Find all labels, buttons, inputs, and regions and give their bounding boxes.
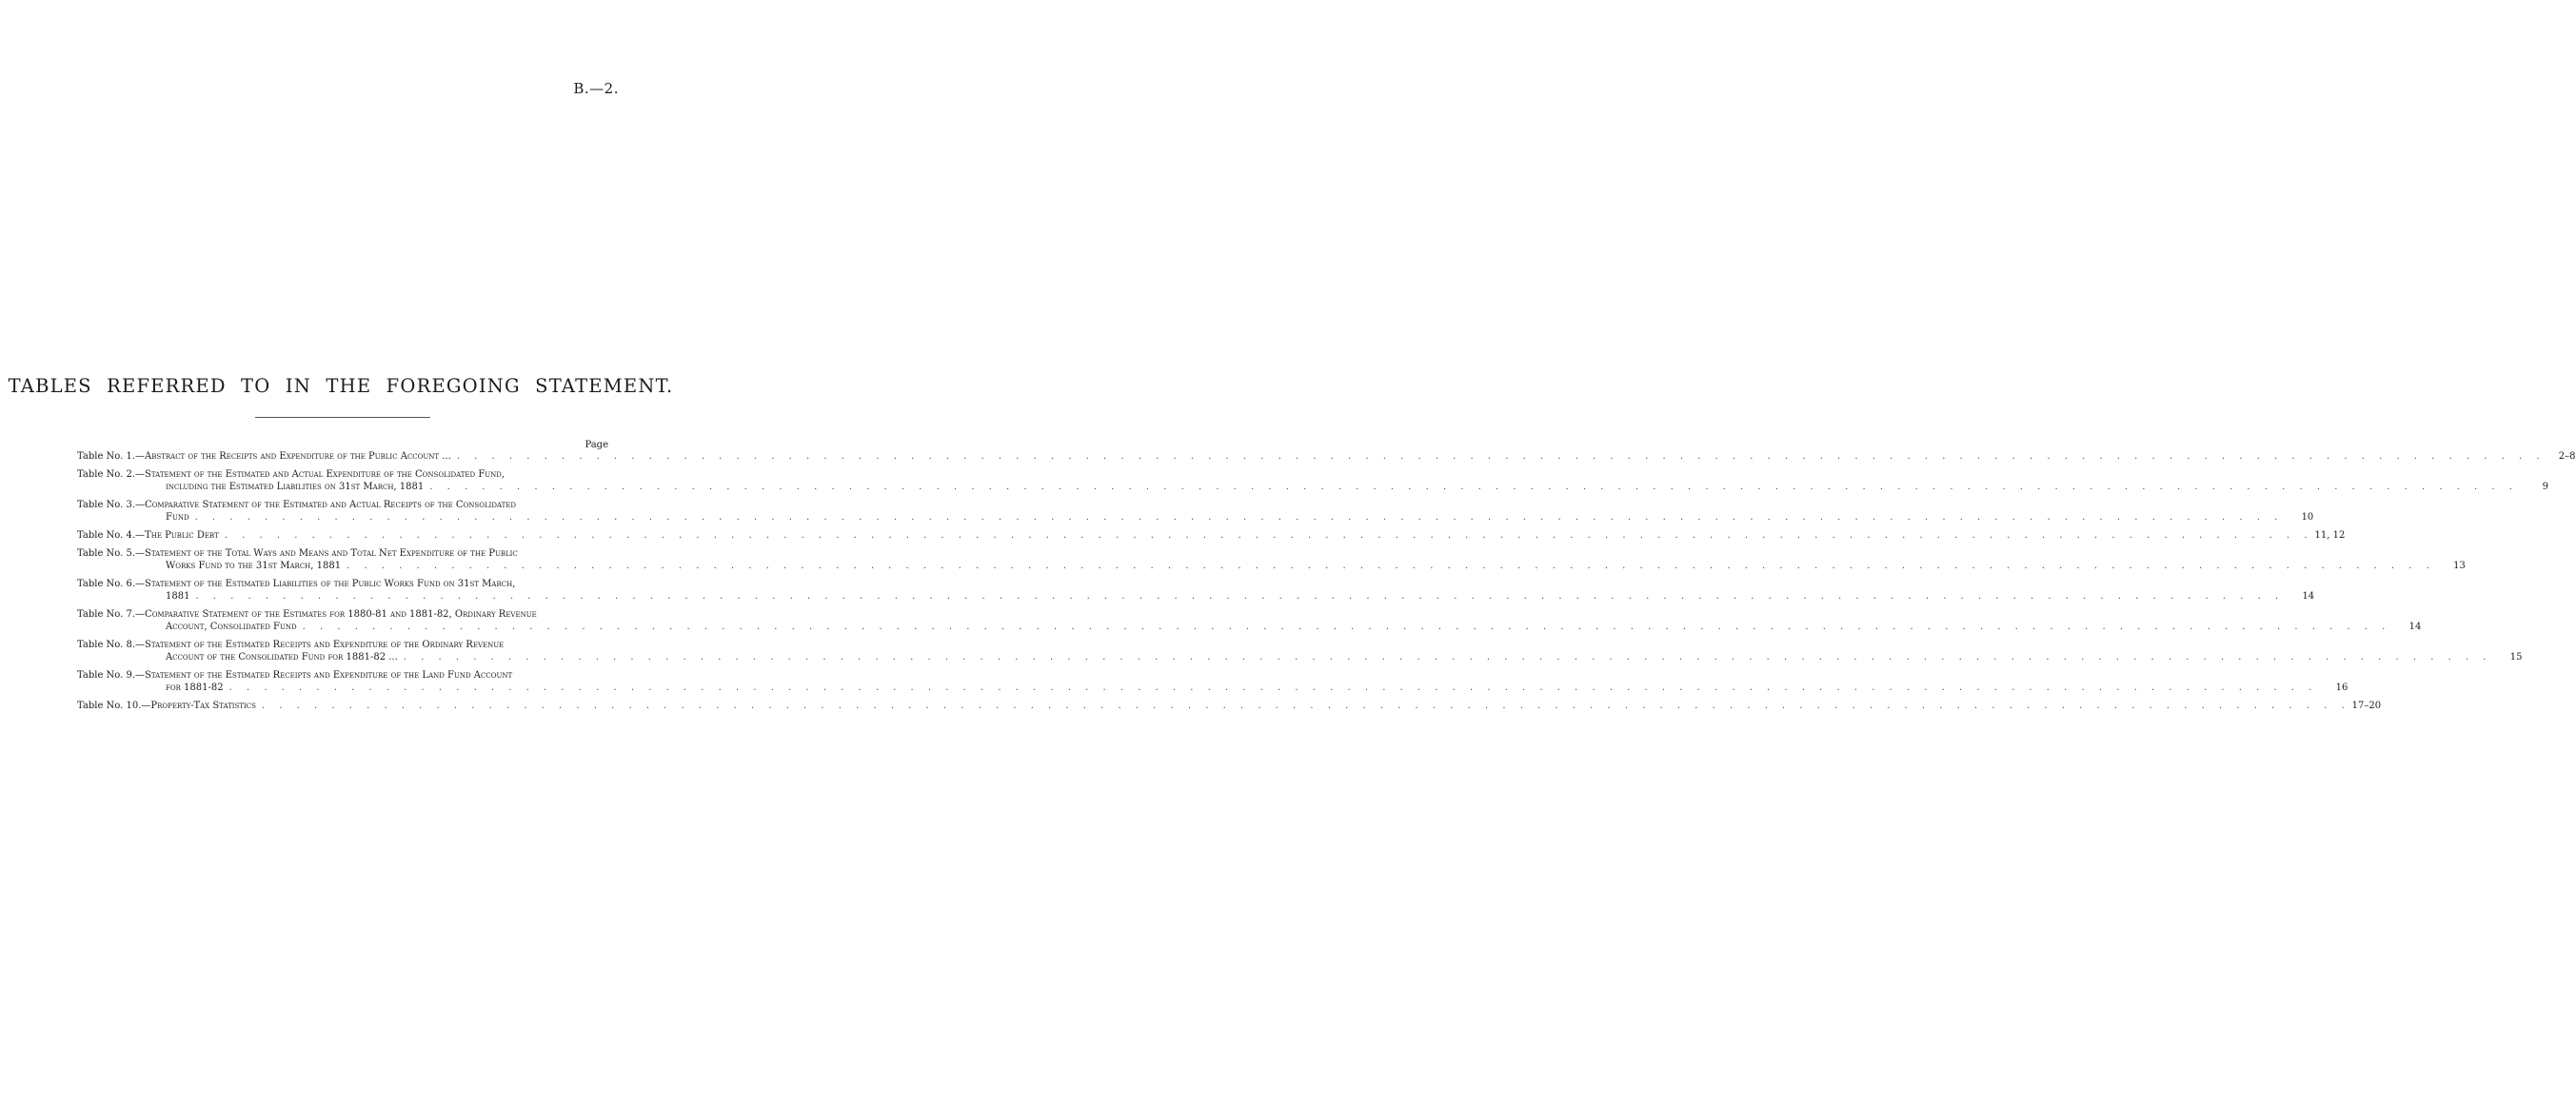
toc-entry-number: Table No. 5.—	[77, 548, 146, 559]
toc-entry-number: Table No. 1.—	[77, 451, 146, 462]
toc-leader-dots: . . . . . . . . . . . . . . . . . . . . . . . . . . . . . . . . . . . . . . . . . . . . . . . . . . . . . . . . . . . . . . . . . . . . . . . . . . . . . . . . . . . . . . . . . . . . . . . . . . . . . . . . . . . . . . . . . . . . . . . .	[261, 701, 2350, 711]
toc-entry-description: for 1881-82	[166, 683, 224, 693]
toc-entry-description: Statement of the Estimated Receipts and Expenditure of the Ordinary Revenue	[145, 640, 505, 650]
toc-entry	[77, 669, 2348, 694]
toc-entry-page: 11, 12	[2314, 530, 2346, 541]
page-column-heading: Page	[585, 440, 608, 450]
toc-entry-page: 14	[2408, 622, 2422, 632]
toc-entry-description: Statement of the Estimated Receipts and Expenditure of the Land Fund Account	[145, 670, 513, 681]
toc-entry-page: 10	[2301, 512, 2314, 523]
toc-entry-page: 2–8	[2558, 451, 2576, 462]
toc-entry-number: Table No. 8.—	[77, 640, 146, 650]
toc-entry-description: 1881	[166, 591, 190, 602]
toc-leader-dots: . . . . . . . . . . . . . . . . . . . . . . . . . . . . . . . . . . . . . . . . . . . . . . . . . . . . . . . . . . . . . . . . . . . . . . . . . . . . . . . . . . . . . . . . . . . . . . . . . . . . . . . . . . . . . . . . . . . . . . . .	[302, 622, 2391, 632]
toc-entry-number: Table No. 6.—	[77, 579, 146, 589]
toc-entry-description: Account of the Consolidated Fund for 1881-82 ...	[166, 652, 398, 663]
toc-entry-description: Statement of the Estimated and Actual Expenditure of the Consolidated Fund,	[145, 469, 505, 480]
toc-leader-dots: . . . . . . . . . . . . . . . . . . . . . . . . . . . . . . . . . . . . . . . . . . . . . . . . . . . . . . . . . . . . . . . . . . . . . . . . . . . . . . . . . . . . . . . . . . . . . . . . . . . . . . . . . . . . . . . . . . . . . . . .	[456, 451, 2546, 462]
toc-entry-description: Works Fund to the 31st March, 1881	[166, 561, 342, 571]
toc-entry-description: Fund	[166, 512, 189, 523]
toc-entry	[77, 499, 2314, 524]
toc-leader-dots: . . . . . . . . . . . . . . . . . . . . . . . . . . . . . . . . . . . . . . . . . . . . . . . . . . . . . . . . . . . . . . . . . . . . . . . . . . . . . . . . . . . . . . . . . . . . . . . . . . . . . . . . . . . . . . . . . . . . . . . .	[224, 530, 2313, 541]
toc-entry-number: Table No. 3.—	[77, 500, 146, 510]
toc-entry-description: The Public Debt	[145, 530, 219, 541]
toc-leader-dots: . . . . . . . . . . . . . . . . . . . . . . . . . . . . . . . . . . . . . . . . . . . . . . . . . . . . . . . . . . . . . . . . . . . . . . . . . . . . . . . . . . . . . . . . . . . . . . . . . . . . . . . . . . . . . . . . . . . . . . . .	[429, 482, 2518, 492]
toc-leader-dots: . . . . . . . . . . . . . . . . . . . . . . . . . . . . . . . . . . . . . . . . . . . . . . . . . . . . . . . . . . . . . . . . . . . . . . . . . . . . . . . . . . . . . . . . . . . . . . . . . . . . . . . . . . . . . . . . . . . . . . . .	[228, 683, 2318, 693]
toc-entry-description: including the Estimated Liabilities on 31st March, 1881	[166, 482, 425, 492]
toc-entry-description: Property-Tax Statistics	[150, 701, 256, 711]
toc-entry-page: 14	[2302, 591, 2315, 602]
toc-entry-number: Table No. 9.—	[77, 670, 146, 681]
toc-entry-number: Table No. 4.—	[77, 530, 146, 541]
toc-leader-dots: . . . . . . . . . . . . . . . . . . . . . . . . . . . . . . . . . . . . . . . . . . . . . . . . . . . . . . . . . . . . . . . . . . . . . . . . . . . . . . . . . . . . . . . . . . . . . . . . . . . . . . . . . . . . . . . . . . . . . . . .	[403, 652, 2492, 663]
toc-entry-description: Statement of the Estimated Liabilities of the Public Works Fund on 31st March,	[145, 579, 516, 589]
title-divider	[255, 417, 430, 418]
toc-leader-dots: . . . . . . . . . . . . . . . . . . . . . . . . . . . . . . . . . . . . . . . . . . . . . . . . . . . . . . . . . . . . . . . . . . . . . . . . . . . . . . . . . . . . . . . . . . . . . . . . . . . . . . . . . . . . . . . . . . . . . . . .	[194, 512, 2284, 523]
toc-entry	[77, 450, 2576, 463]
toc-entry-page: 17–20	[2351, 701, 2382, 711]
toc-leader-dots: . . . . . . . . . . . . . . . . . . . . . . . . . . . . . . . . . . . . . . . . . . . . . . . . . . . . . . . . . . . . . . . . . . . . . . . . . . . . . . . . . . . . . . . . . . . . . . . . . . . . . . . . . . . . . . . . . . . . . . . .	[195, 591, 2285, 602]
toc-entry	[77, 547, 2466, 572]
toc-entry	[77, 700, 2382, 712]
toc-entries	[77, 450, 2576, 712]
toc-entry-number: Table No. 10.—	[77, 701, 151, 711]
table-of-contents	[77, 440, 2576, 718]
toc-entry-description: Abstract of the Receipts and Expenditure of the Public Account ...	[145, 451, 451, 462]
toc-entry-number: Table No. 2.—	[77, 469, 146, 480]
toc-entry-number: Table No. 7.—	[77, 609, 146, 620]
toc-entry	[77, 608, 2422, 633]
toc-entry	[77, 639, 2523, 663]
toc-entry-page: 9	[2542, 482, 2548, 492]
toc-entry-description: Comparative Statement of the Estimated and Actual Receipts of the Consolidated	[145, 500, 517, 510]
toc-entry-page: 13	[2453, 561, 2466, 571]
page-reference: B.—2.	[573, 80, 619, 97]
toc-entry-page: 16	[2335, 683, 2348, 693]
toc-entry-description: Account, Consolidated Fund	[166, 622, 297, 632]
toc-entry-page: 15	[2509, 652, 2523, 663]
toc-leader-dots: . . . . . . . . . . . . . . . . . . . . . . . . . . . . . . . . . . . . . . . . . . . . . . . . . . . . . . . . . . . . . . . . . . . . . . . . . . . . . . . . . . . . . . . . . . . . . . . . . . . . . . . . . . . . . . . . . . . . . . . .	[347, 561, 2435, 571]
toc-entry	[77, 468, 2548, 493]
toc-entry	[77, 529, 2346, 542]
toc-entry-description: Comparative Statement of the Estimates for 1880-81 and 1881-82, Ordinary Revenue	[145, 609, 537, 620]
toc-entry	[77, 578, 2315, 603]
toc-entry-description: Statement of the Total Ways and Means and Total Net Expenditure of the Public	[145, 548, 518, 559]
document-title: TABLES REFERRED TO IN THE FOREGOING STATEMENT.	[8, 375, 674, 397]
